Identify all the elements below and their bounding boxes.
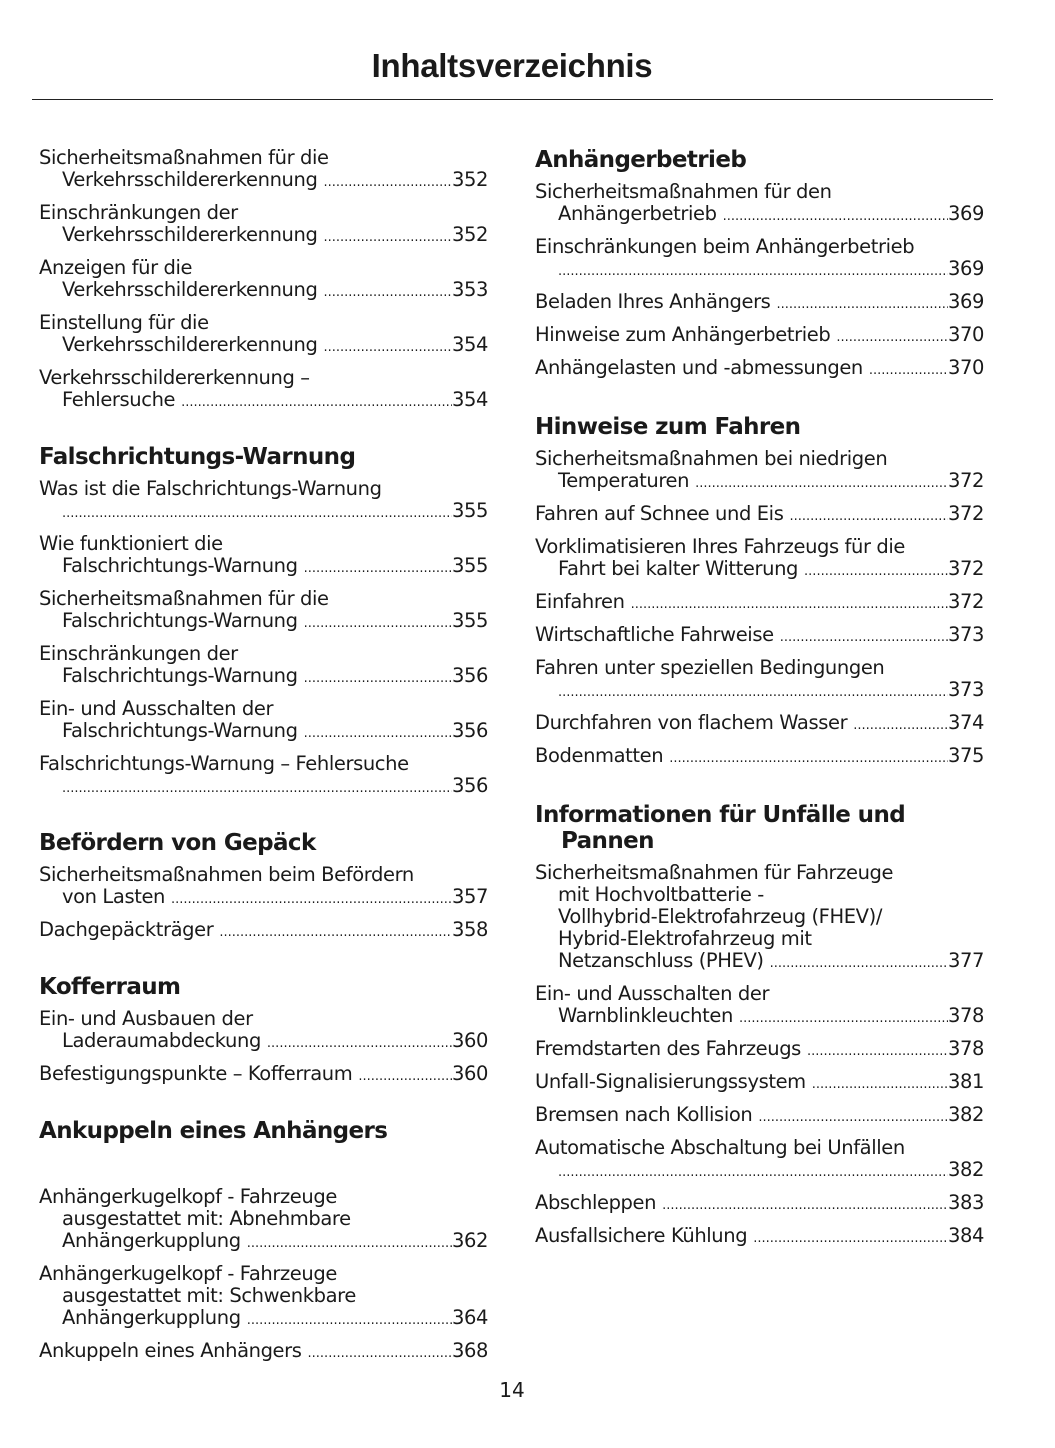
toc-entry[interactable] xyxy=(535,181,984,228)
toc-entry-title-line: Durchfahren von flachem Wasser xyxy=(535,711,848,734)
toc-entry-title-line: Sicherheitsmaßnahmen für den xyxy=(535,180,832,203)
toc-page-number: 378 xyxy=(947,1037,984,1060)
toc-entry-title-line: Sicherheitsmaßnahmen für Fahrzeuge xyxy=(535,861,894,884)
toc-entry-leader-line xyxy=(535,745,984,770)
toc-page-number: 377 xyxy=(947,949,984,972)
toc-entry-leader-line xyxy=(39,1063,488,1088)
toc-entry-title-line: Einschränkungen der xyxy=(39,642,238,665)
toc-entry-title-line: Laderaumabdeckung xyxy=(62,1029,261,1052)
toc-entry[interactable] xyxy=(535,591,984,616)
toc-entry-leader-line xyxy=(39,389,488,414)
toc-entry-title-line: von Lasten xyxy=(62,885,166,908)
toc-page-number: 370 xyxy=(947,356,984,379)
toc-entry-leader-line xyxy=(535,324,984,349)
page-number: 14 xyxy=(499,1378,525,1402)
toc-entry-leader-line xyxy=(535,291,984,316)
toc-entry-leader-line xyxy=(535,591,984,616)
toc-entry-title-line: Sicherheitsmaßnahmen für die xyxy=(39,587,329,610)
toc-entry-title-line: Anhängerkupplung xyxy=(62,1229,241,1252)
section-heading-line: Pannen xyxy=(561,828,654,854)
toc-entry-leader-line xyxy=(535,1071,984,1096)
toc-entry-title-line: Verkehrsschildererkennung – xyxy=(39,366,310,389)
dot-leader xyxy=(323,227,452,249)
toc-entry-title-line: Hybrid-Elektrofahrzeug mit xyxy=(558,927,812,950)
toc-page-number: 353 xyxy=(451,278,488,301)
toc-entry-leader-line xyxy=(39,334,488,359)
toc-entry-title-line: Vollhybrid-Elektrofahrzeug (FHEV)/ xyxy=(558,905,882,928)
toc-entry-title-line: Falschrichtungs-Warnung xyxy=(62,719,298,742)
title-divider xyxy=(32,99,993,100)
toc-right-column xyxy=(535,147,984,1250)
dot-leader xyxy=(753,1228,948,1250)
toc-entry-leader-line xyxy=(535,558,984,583)
toc-page-number: 381 xyxy=(947,1070,984,1093)
toc-entry[interactable] xyxy=(39,1186,488,1255)
toc-entry-title-line: Netzanschluss (PHEV) xyxy=(558,949,764,972)
toc-entry-title-line: Falschrichtungs-Warnung xyxy=(62,664,298,687)
toc-entry-leader-line xyxy=(39,279,488,304)
toc-entry[interactable] xyxy=(535,657,984,704)
dot-leader xyxy=(304,723,452,745)
toc-entry-leader-line xyxy=(39,775,488,800)
toc-entry-title-line: Ausfallsichere Kühlung xyxy=(535,1224,748,1247)
toc-entry-title-line: Wirtschaftliche Fahrweise xyxy=(535,623,774,646)
toc-entry-title-line: Wie funktioniert die xyxy=(39,532,223,555)
toc-entry[interactable] xyxy=(39,202,488,249)
toc-entry-title-line: Befestigungspunkte – Kofferraum xyxy=(39,1062,353,1085)
toc-entry-title-line: Dachgepäckträger xyxy=(39,918,214,941)
toc-page-number: 357 xyxy=(451,885,488,908)
dot-leader xyxy=(739,1008,948,1030)
toc-page-number: 382 xyxy=(947,1103,984,1126)
dot-leader xyxy=(358,1066,452,1088)
toc-page-number: 369 xyxy=(947,290,984,313)
toc-page-number: 382 xyxy=(947,1158,984,1181)
toc-entry[interactable] xyxy=(39,864,488,911)
toc-entry-title-line: Verkehrsschildererkennung xyxy=(62,333,318,356)
toc-entry-title-line: Fahren auf Schnee und Eis xyxy=(535,502,784,525)
toc-entry-title-line: Ein- und Ausbauen der xyxy=(39,1007,253,1030)
toc-entry-title-line: Einschränkungen der xyxy=(39,201,238,224)
toc-entry-leader-line xyxy=(39,665,488,690)
toc-page-number: 375 xyxy=(947,744,984,767)
toc-entry-title-line: Unfall-Signalisierungssystem xyxy=(535,1070,806,1093)
page-title: Inhaltsverzeichnis xyxy=(371,47,653,84)
section-heading: Kofferraum xyxy=(39,974,181,1000)
toc-page-number: 352 xyxy=(451,168,488,191)
section-heading: Hinweise zum Fahren xyxy=(535,414,801,440)
toc-entry-leader-line xyxy=(39,169,488,194)
toc-entry-title-line: Ein- und Ausschalten der xyxy=(39,697,274,720)
toc-entry-title-line: Anhängerkugelkopf - Fahrzeuge xyxy=(39,1185,337,1208)
toc-entry[interactable] xyxy=(39,643,488,690)
dot-leader xyxy=(776,294,948,316)
toc-page-number: 356 xyxy=(451,774,488,797)
dot-leader xyxy=(323,172,452,194)
toc-entry-leader-line xyxy=(39,610,488,635)
toc-entry-leader-line xyxy=(39,224,488,249)
dot-leader xyxy=(247,1233,452,1255)
toc-page-number: 362 xyxy=(451,1229,488,1252)
dot-leader xyxy=(558,682,948,704)
section-heading: Befördern von Gepäck xyxy=(39,830,316,856)
toc-entry-title-line: Anhängerkupplung xyxy=(62,1306,241,1329)
toc-entry[interactable] xyxy=(535,745,984,770)
dot-leader xyxy=(247,1310,452,1332)
toc-entry[interactable] xyxy=(39,147,488,194)
toc-entry-title-line: Falschrichtungs-Warnung xyxy=(62,609,298,632)
toc-entry-leader-line xyxy=(39,886,488,911)
dot-leader xyxy=(181,392,452,414)
toc-entry-leader-line xyxy=(535,1005,984,1030)
toc-entry-leader-line xyxy=(39,1307,488,1332)
toc-entry[interactable] xyxy=(39,753,488,800)
toc-entry-leader-line xyxy=(39,720,488,745)
toc-entry-title-line: Falschrichtungs-Warnung – Fehlersuche xyxy=(39,752,409,775)
toc-entry[interactable] xyxy=(39,478,488,525)
toc-entry[interactable] xyxy=(39,257,488,304)
toc-page-number: 354 xyxy=(451,388,488,411)
toc-entry-title-line: Fremdstarten des Fahrzeugs xyxy=(535,1037,801,1060)
toc-entry-title-line: Hinweise zum Anhängerbetrieb xyxy=(535,323,831,346)
toc-page-number: 352 xyxy=(451,223,488,246)
toc-entry-title-line: Bodenmatten xyxy=(535,744,664,767)
toc-entry-leader-line xyxy=(39,1030,488,1055)
toc-page-number: 372 xyxy=(947,469,984,492)
toc-page-number: 372 xyxy=(947,502,984,525)
toc-entry[interactable] xyxy=(535,448,984,495)
toc-entry-leader-line xyxy=(535,950,984,975)
toc-entry-leader-line xyxy=(535,1104,984,1129)
section-heading: Falschrichtungs-Warnung xyxy=(39,444,356,470)
toc-page-number: 368 xyxy=(451,1339,488,1362)
toc-entry-leader-line xyxy=(535,357,984,382)
toc-entry[interactable] xyxy=(39,698,488,745)
dot-leader xyxy=(304,558,452,580)
toc-page-number: 373 xyxy=(947,623,984,646)
dot-leader xyxy=(780,627,948,649)
toc-page-number: 355 xyxy=(451,609,488,632)
toc-entry-title-line: Warnblinkleuchten xyxy=(558,1004,733,1027)
toc-page-number: 355 xyxy=(451,499,488,522)
toc-entry[interactable] xyxy=(535,1104,984,1129)
toc-entry-title-line: ausgestattet mit: Schwenkbare xyxy=(62,1284,356,1307)
toc-entry-leader-line xyxy=(39,1340,488,1365)
dot-leader xyxy=(304,613,452,635)
toc-entry[interactable] xyxy=(39,1263,488,1332)
dot-leader xyxy=(219,922,452,944)
toc-entry[interactable] xyxy=(39,1008,488,1055)
toc-entry-leader-line xyxy=(535,1225,984,1250)
dot-leader xyxy=(758,1107,948,1129)
dot-leader xyxy=(869,360,948,382)
toc-entry-leader-line xyxy=(535,203,984,228)
toc-entry[interactable] xyxy=(535,1225,984,1250)
dot-leader xyxy=(770,953,948,975)
dot-leader xyxy=(807,1041,948,1063)
toc-entry-title-line: Verkehrsschildererkennung xyxy=(62,168,318,191)
toc-page-number: 358 xyxy=(451,918,488,941)
toc-entry[interactable] xyxy=(535,712,984,737)
section-heading-line: Informationen für Unfälle und xyxy=(535,802,906,828)
toc-entry[interactable] xyxy=(39,367,488,414)
toc-page-number: 356 xyxy=(451,664,488,687)
toc-page-number: 370 xyxy=(947,323,984,346)
toc-page-number: 383 xyxy=(947,1191,984,1214)
toc-page-number: 364 xyxy=(451,1306,488,1329)
toc-entry-leader-line xyxy=(535,1159,984,1184)
toc-entry[interactable] xyxy=(39,1340,488,1365)
toc-entry-leader-line xyxy=(535,1192,984,1217)
dot-leader xyxy=(853,715,948,737)
toc-entry-title-line: Abschleppen xyxy=(535,1191,657,1214)
toc-page-number: 355 xyxy=(451,554,488,577)
dot-leader xyxy=(62,778,452,800)
toc-page-number: 369 xyxy=(947,202,984,225)
toc-entry[interactable] xyxy=(535,862,984,975)
toc-entry-title-line: ausgestattet mit: Abnehmbare xyxy=(62,1207,351,1230)
toc-entry[interactable] xyxy=(535,1071,984,1096)
dot-leader xyxy=(267,1033,452,1055)
toc-entry-title-line: Ankuppeln eines Anhängers xyxy=(39,1339,302,1362)
toc-entry-title-line: Beladen Ihres Anhängers xyxy=(535,290,771,313)
section-heading: Ankuppeln eines Anhängers xyxy=(39,1118,388,1144)
toc-page-number: 373 xyxy=(947,678,984,701)
dot-leader xyxy=(836,327,948,349)
toc-entry-title-line: Fahrt bei kalter Witterung xyxy=(558,557,799,580)
toc-entry-leader-line xyxy=(535,258,984,283)
toc-entry-title-line: Temperaturen xyxy=(558,469,690,492)
section-heading: Anhängerbetrieb xyxy=(535,147,747,173)
toc-page-number: 372 xyxy=(947,557,984,580)
toc-entry-title-line: Sicherheitsmaßnahmen beim Befördern xyxy=(39,863,414,886)
dot-leader xyxy=(323,282,452,304)
toc-entry-leader-line xyxy=(39,555,488,580)
toc-entry[interactable] xyxy=(535,536,984,583)
toc-entry[interactable] xyxy=(535,503,984,528)
toc-entry-title-line: Verkehrsschildererkennung xyxy=(62,223,318,246)
toc-entry-title-line: Verkehrsschildererkennung xyxy=(62,278,318,301)
dot-leader xyxy=(662,1195,948,1217)
dot-leader xyxy=(558,261,948,283)
toc-page-number: 369 xyxy=(947,257,984,280)
toc-entry-leader-line xyxy=(535,712,984,737)
dot-leader xyxy=(631,594,948,616)
toc-page-number: 372 xyxy=(947,590,984,613)
toc-entry[interactable] xyxy=(39,533,488,580)
dot-leader xyxy=(62,503,452,525)
toc-entry-title-line: Falschrichtungs-Warnung xyxy=(62,554,298,577)
toc-entry-title-line: Einfahren xyxy=(535,590,625,613)
toc-entry-title-line: Sicherheitsmaßnahmen für die xyxy=(39,146,329,169)
toc-entry-title-line: Bremsen nach Kollision xyxy=(535,1103,753,1126)
dot-leader xyxy=(804,561,948,583)
toc-entry[interactable] xyxy=(535,983,984,1030)
toc-entry[interactable] xyxy=(535,1137,984,1184)
toc-entry-leader-line xyxy=(535,470,984,495)
toc-entry[interactable] xyxy=(535,324,984,349)
section-heading xyxy=(535,802,984,854)
toc-entry-title-line: Anhängerkugelkopf - Fahrzeuge xyxy=(39,1262,337,1285)
toc-entry-leader-line xyxy=(535,679,984,704)
toc-entry[interactable] xyxy=(535,236,984,283)
toc-entry-title-line: Einstellung für die xyxy=(39,311,209,334)
toc-entry-title-line: mit Hochvoltbatterie - xyxy=(558,883,764,906)
toc-entry-leader-line xyxy=(535,624,984,649)
dot-leader xyxy=(308,1343,452,1365)
toc-entry-title-line: Sicherheitsmaßnahmen bei niedrigen xyxy=(535,447,888,470)
toc-entry-leader-line xyxy=(535,503,984,528)
toc-entry[interactable] xyxy=(39,588,488,635)
toc-entry-title-line: Anzeigen für die xyxy=(39,256,193,279)
toc-entry-title-line: Was ist die Falschrichtungs-Warnung xyxy=(39,477,382,500)
dot-leader xyxy=(323,337,452,359)
toc-page-number: 374 xyxy=(947,711,984,734)
dot-leader xyxy=(669,748,948,770)
toc-entry[interactable] xyxy=(39,312,488,359)
toc-entry-leader-line xyxy=(39,1230,488,1255)
toc-page-number: 378 xyxy=(947,1004,984,1027)
toc-entry-title-line: Anhängelasten und -abmessungen xyxy=(535,356,863,379)
toc-left-column xyxy=(39,147,488,1365)
dot-leader xyxy=(695,473,948,495)
toc-entry[interactable] xyxy=(535,1038,984,1063)
toc-entry-title-line: Einschränkungen beim Anhängerbetrieb xyxy=(535,235,915,258)
toc-entry-title-line: Ein- und Ausschalten der xyxy=(535,982,770,1005)
toc-page-number: 360 xyxy=(451,1062,488,1085)
toc-entry-title-line: Fahren unter speziellen Bedingungen xyxy=(535,656,885,679)
toc-page-number: 360 xyxy=(451,1029,488,1052)
dot-leader xyxy=(789,506,948,528)
toc-entry[interactable] xyxy=(535,624,984,649)
toc-entry[interactable] xyxy=(535,357,984,382)
toc-entry[interactable] xyxy=(535,291,984,316)
toc-entry-leader-line xyxy=(535,1038,984,1063)
toc-entry[interactable] xyxy=(535,1192,984,1217)
toc-entry[interactable] xyxy=(39,919,488,944)
toc-entry[interactable] xyxy=(39,1063,488,1088)
toc-entry-title-line: Fehlersuche xyxy=(62,388,176,411)
dot-leader xyxy=(171,889,452,911)
dot-leader xyxy=(304,668,452,690)
dot-leader xyxy=(558,1162,948,1184)
toc-page-number: 384 xyxy=(947,1224,984,1247)
toc-entry-title-line: Automatische Abschaltung bei Unfällen xyxy=(535,1136,905,1159)
toc-page-number: 356 xyxy=(451,719,488,742)
toc-entry-title-line: Vorklimatisieren Ihres Fahrzeugs für die xyxy=(535,535,905,558)
toc-entry-title-line: Anhängerbetrieb xyxy=(558,202,717,225)
toc-entry-leader-line xyxy=(39,500,488,525)
toc-page-number: 354 xyxy=(451,333,488,356)
dot-leader xyxy=(812,1074,948,1096)
toc-entry-leader-line xyxy=(39,919,488,944)
dot-leader xyxy=(723,206,948,228)
